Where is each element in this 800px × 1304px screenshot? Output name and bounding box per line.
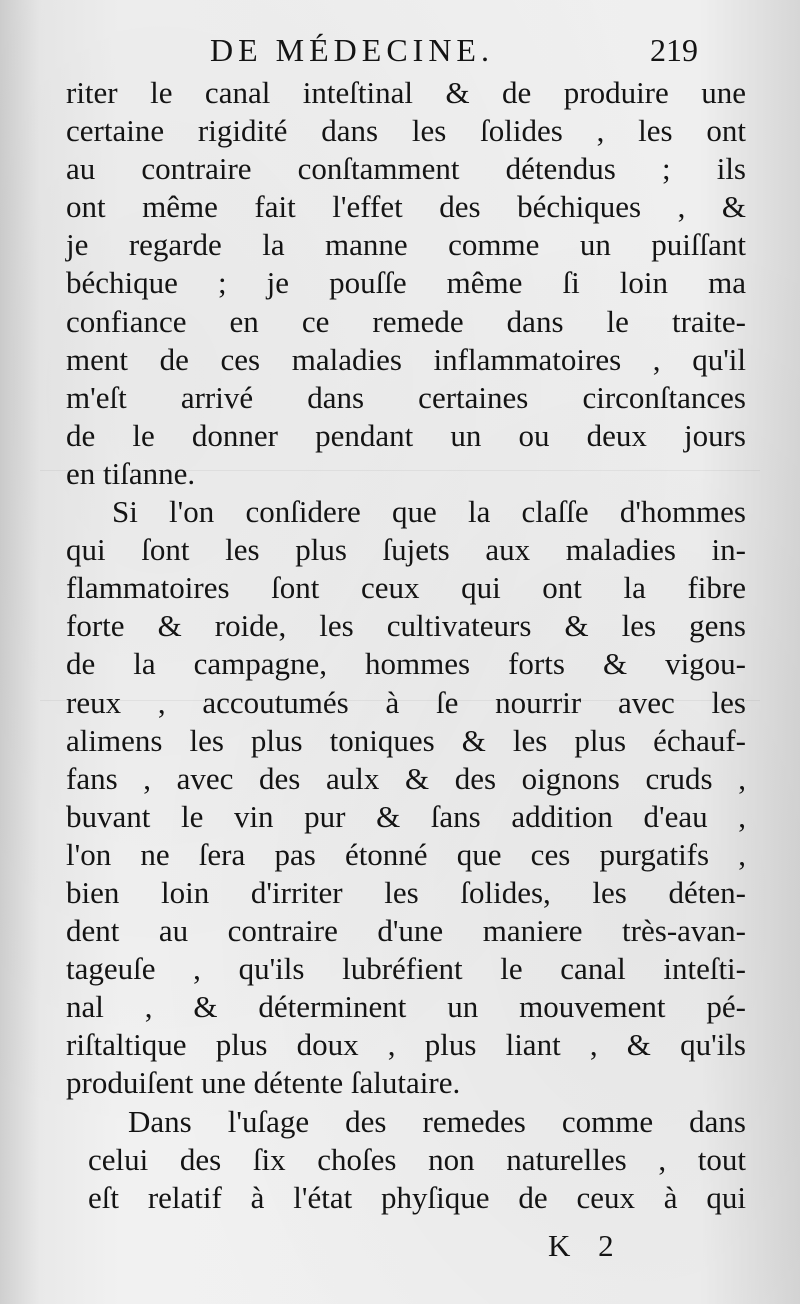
text-line: alimens les plus toniques & les plus échauf- <box>66 722 746 758</box>
text-line: certaine rigidité dans les ſolides , les ont <box>66 113 746 149</box>
text-line: de le donner pendant un ou deux jours <box>66 417 746 453</box>
text-line: en tiſanne. <box>66 455 196 491</box>
paragraph-start: Si l'on conſidere que la claſſe d'hommes <box>112 494 746 530</box>
text-line: l'on ne ſera pas étonné que ces purgatifs , <box>66 836 746 872</box>
text-line: reux , accoutumés à ſe nourrir avec les <box>66 684 746 720</box>
text-line: confiance en ce remede dans le traite- <box>66 303 746 339</box>
text-line: dent au contraire d'une maniere très-avan- <box>66 913 746 949</box>
text-line: fans , avec des aulx & des oignons cruds , <box>66 760 746 796</box>
body-text <box>66 74 746 1217</box>
text-line: riſtaltique plus doux , plus liant , & qu'ils <box>66 1027 746 1063</box>
text-line: qui ſont les plus ſujets aux maladies in- <box>66 532 746 568</box>
page-number: 219 <box>650 32 698 68</box>
signature-mark: K 2 <box>548 1228 624 1263</box>
text-line: ont même fait l'effet des béchiques , & <box>66 189 746 225</box>
page-header <box>0 28 800 74</box>
paragraph-start: Dans l'uſage des remedes comme dans <box>128 1103 746 1139</box>
text-line: m'eſt arrivé dans certaines circonſtances <box>66 379 746 415</box>
text-line: je regarde la manne comme un puiſſant <box>66 227 746 263</box>
text-line: tageuſe , qu'ils lubréfient le canal inteſti- <box>66 951 746 987</box>
page-footer <box>0 1228 800 1268</box>
text-line: bien loin d'irriter les ſolides, les déten- <box>66 874 746 910</box>
text-line: eſt relatif à l'état phyſique de ceux à qui <box>88 1179 746 1215</box>
text-line: flammatoires ſont ceux qui ont la fibre <box>66 570 746 606</box>
text-line: béchique ; je pouſſe même ſi loin ma <box>66 265 746 301</box>
text-line: riter le canal inteſtinal & de produire une <box>66 75 746 110</box>
text-line: buvant le vin pur & ſans addition d'eau , <box>66 798 746 834</box>
text-line: au contraire conſtamment détendus ; ils <box>66 151 746 187</box>
text-line: nal , & déterminent un mouvement pé- <box>66 989 746 1025</box>
text-line: ment de ces maladies inflammatoires , qu'il <box>66 341 746 377</box>
running-head: DE MÉDECINE. <box>210 32 494 68</box>
text-line: de la campagne, hommes forts & vigou- <box>66 646 746 682</box>
text-line: celui des ſix choſes non naturelles , tout <box>88 1141 746 1177</box>
text-line: produiſent une détente ſalutaire. <box>66 1065 461 1101</box>
text-line: forte & roide, les cultivateurs & les gens <box>66 608 746 644</box>
